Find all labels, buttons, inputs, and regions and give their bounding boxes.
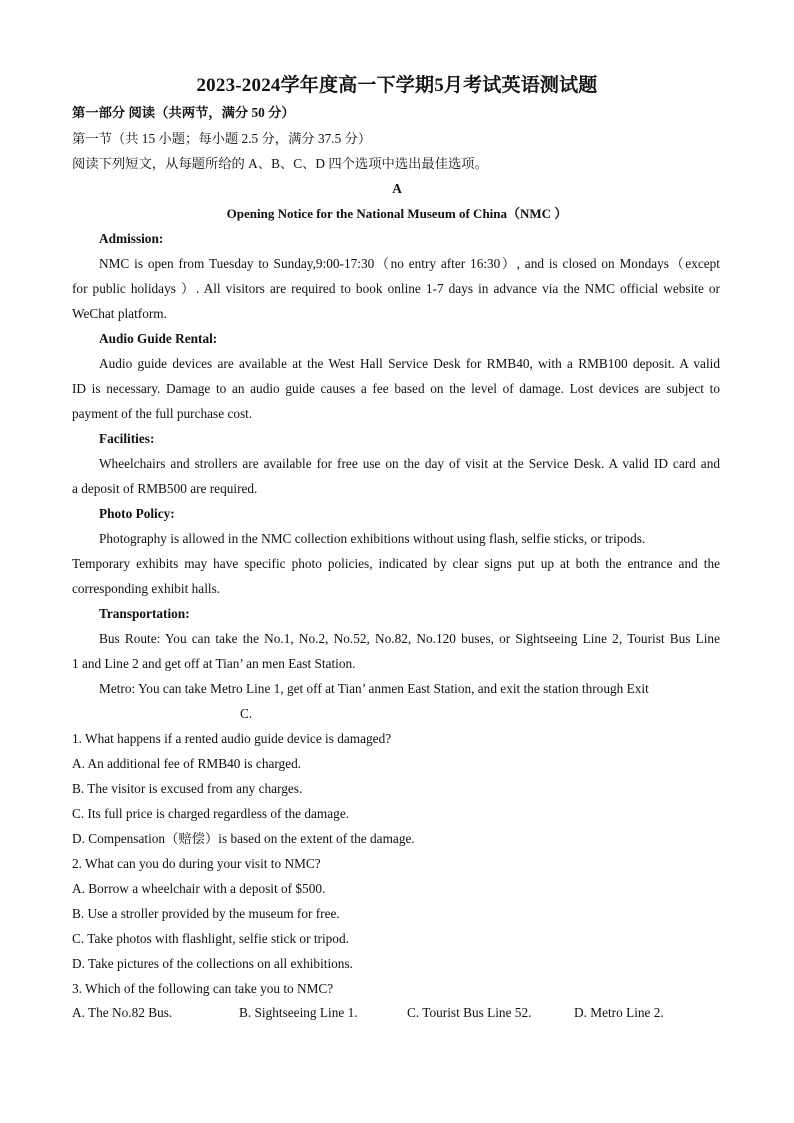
- question-option: D. Compensation（赔偿）is based on the extent of the damage.: [72, 831, 415, 846]
- admission-line: NMC is open from Tuesday to Sunday,9:00-17:30（no entry after 16:30）, and is closed on Mondays（except: [99, 256, 720, 271]
- transport-heading: Transportation:: [99, 606, 190, 621]
- question-option: C. Its full price is charged regardless of the damage.: [72, 806, 350, 821]
- question-option: D. Metro Line 2.: [574, 1005, 664, 1020]
- transport-line: 1 and Line 2 and get off at Tian’ an men East Station.: [72, 656, 356, 671]
- photo-line: Photography is allowed in the NMC collection exhibitions without using flash, selfie sticks, or tripods.: [99, 531, 646, 546]
- question-option: C. Take photos with flashlight, selfie stick or tripod.: [72, 931, 349, 946]
- admission-heading: Admission:: [99, 231, 164, 246]
- admission-line: WeChat platform.: [72, 306, 167, 321]
- audio-line: payment of the full purchase cost.: [72, 406, 253, 421]
- transport-line: C.: [240, 706, 253, 721]
- instruction: 阅读下列短文，从每题所给的 A、B、C、D 四个选项中选出最佳选项。: [72, 156, 488, 171]
- question-option: C. Tourist Bus Line 52.: [407, 1005, 532, 1020]
- admission-line: for public holidays ）. All visitors are required to book online 1-7 days in advance via the NMC official website or: [72, 281, 720, 296]
- question-option: D. Take pictures of the collections on all exhibitions.: [72, 956, 353, 971]
- audio-heading: Audio Guide Rental:: [99, 331, 218, 346]
- transport-line: Metro: You can take Metro Line 1, get off at Tian’ anmen East Station, and exit the station through Exit: [99, 681, 649, 696]
- question-option: A. Borrow a wheelchair with a deposit of $500.: [72, 881, 326, 896]
- question-option: A. An additional fee of RMB40 is charged.: [72, 756, 302, 771]
- facilities-line: a deposit of RMB500 are required.: [72, 481, 258, 496]
- question-stem: 3. Which of the following can take you to NMC?: [72, 981, 334, 996]
- question-stem: 2. What can you do during your visit to NMC?: [72, 856, 321, 871]
- photo-heading: Photo Policy:: [99, 506, 175, 521]
- question-option: B. Use a stroller provided by the museum for free.: [72, 906, 340, 921]
- exam-title: 2023-2024学年度高一下学期5月考试英语测试题: [196, 75, 598, 96]
- photo-line: corresponding exhibit halls.: [72, 581, 221, 596]
- section1-heading: 第一节（共 15 小题；每小题 2.5 分，满分 37.5 分）: [72, 131, 372, 146]
- facilities-heading: Facilities:: [99, 431, 155, 446]
- audio-line: Audio guide devices are available at the West Hall Service Desk for RMB40, with a RMB100 deposit. A valid: [99, 356, 720, 371]
- part1-heading: 第一部分 阅读（共两节，满分 50 分）: [72, 105, 295, 120]
- transport-line: Bus Route: You can take the No.1, No.2, No.52, No.82, No.120 buses, or Sightseeing Line 2, Tourist Bus Line: [99, 631, 720, 646]
- passage-letter: A: [392, 181, 402, 196]
- question-option: A. The No.82 Bus.: [72, 1005, 173, 1020]
- audio-line: ID is necessary. Damage to an audio guide causes a fee based on the level of damage. Lost devices are subject to: [72, 381, 720, 396]
- question-stem: 1. What happens if a rented audio guide device is damaged?: [72, 731, 392, 746]
- photo-line: Temporary exhibits may have specific photo policies, indicated by clear signs put up at both the entrance and the: [72, 556, 720, 571]
- facilities-line: Wheelchairs and strollers are available for free use on the day of visit at the Service Desk. A valid ID card and: [99, 456, 720, 471]
- question-option: B. The visitor is excused from any charges.: [72, 781, 303, 796]
- question-option: B. Sightseeing Line 1.: [239, 1005, 358, 1020]
- passage-title: Opening Notice for the National Museum of China（NMC ）: [226, 206, 568, 221]
